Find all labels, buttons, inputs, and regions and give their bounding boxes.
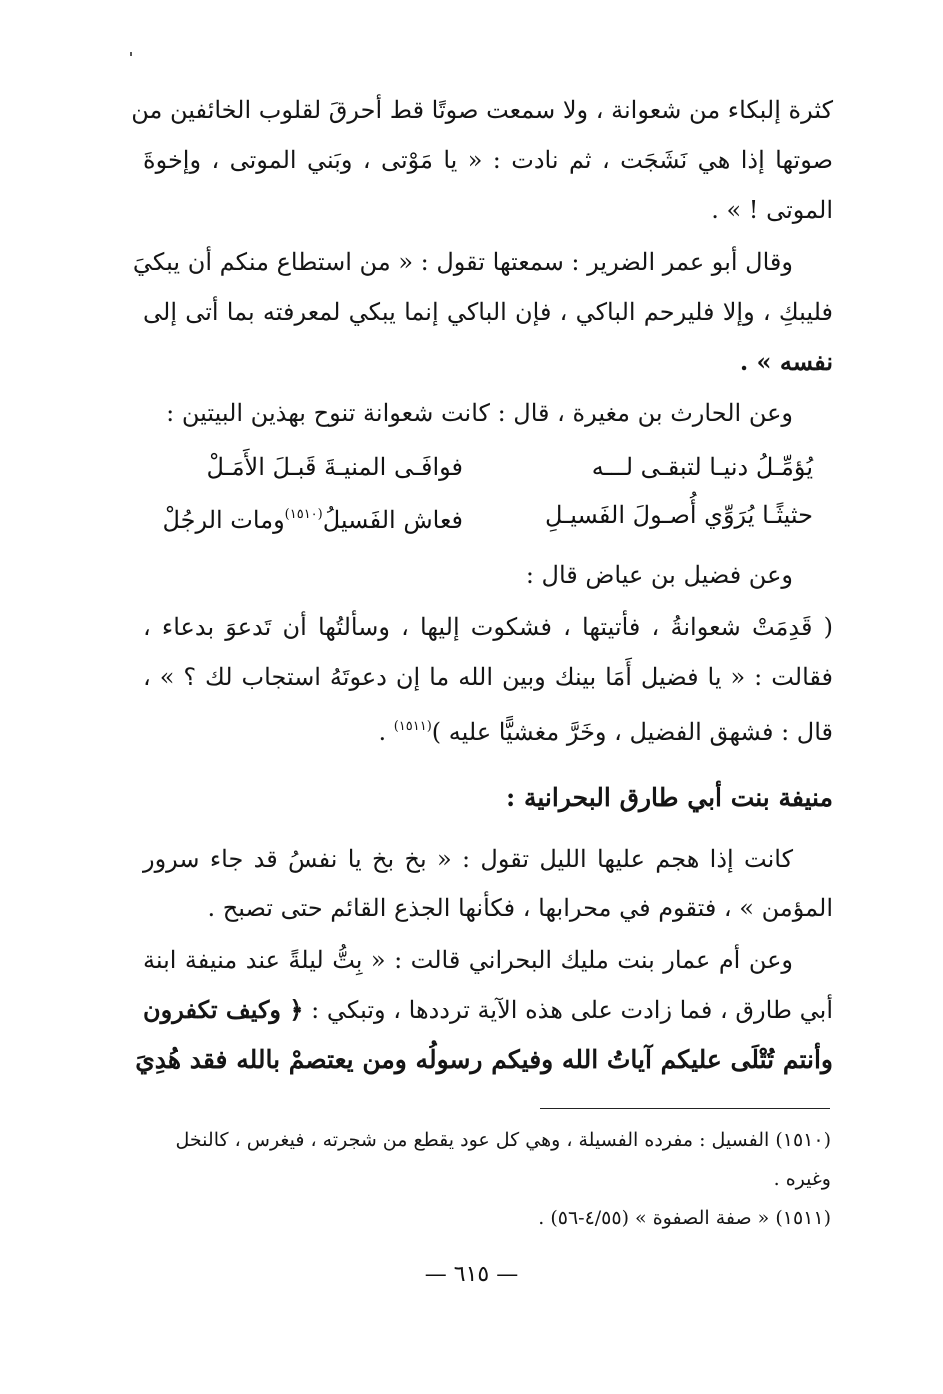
- text-line: وعن أم عمار بنت مليك البحراني قالت : « بِتُّ ليلةً عند منيفة ابنة: [143, 946, 793, 974]
- text-line: وعن الحارث بن مغيرة ، قال : كانت شعوانة تنوح بهذين البيتين :: [166, 399, 793, 427]
- footnote-1511: (١٥١١) « صفة الصفوة » (٤/٥٥-٥٦) .: [538, 1207, 831, 1229]
- quran-verse-start: ﴿ وكيف تكفرون: [143, 995, 304, 1024]
- text-line: وقال أبو عمر الضرير : سمعتها تقول : « من استطاع منكم أن يبكيَ: [132, 248, 793, 276]
- poem-verse-1-second-hemistich: فوافَـى المنيـةَ قَبـلَ الأَمَـلْ: [206, 453, 463, 481]
- text-line: كانت إذا هجم عليها الليل تقول : « بخ بخ يا نفسُ قد جاء سرور: [143, 845, 793, 873]
- poem-verse-2-part-b: ومات الرجُلْ: [162, 506, 285, 534]
- footnote-ref-1510: (١٥١٠): [284, 507, 323, 522]
- footnote-ref-1511: (١٥١١): [393, 719, 432, 734]
- footnote-1510: (١٥١٠) الفسيل : مفرده الفسيلة ، وهي كل عود يقطع من شجرته ، فيغرس ، كالنخل: [175, 1129, 831, 1151]
- text-line: كثرة إلبكاء من شعوانة ، ولا سمعت صوتًا قط أحرقَ لقلوب الخائفين من: [131, 96, 833, 124]
- page-number: — ٦١٥ —: [424, 1262, 519, 1287]
- section-heading: منيفة بنت أبي طارق البحرانية :: [506, 783, 833, 812]
- poem-verse-2-part-a: فعاش الفَسيلُ: [322, 506, 463, 534]
- poem-verse-1-first-hemistich: يُؤمِّـلُ دنيـا لتبقـى لـــه: [591, 453, 813, 481]
- text-line: الموتى ! » .: [711, 196, 833, 224]
- text-segment: .: [378, 718, 394, 746]
- text-line: نفسه » .: [739, 347, 833, 376]
- footnote-1510-continuation: وغيره .: [773, 1168, 831, 1190]
- text-line: المؤمن » ، فتقوم في محرابها ، فكأنها الجذع القائم حتى تصبح .: [207, 894, 833, 922]
- quran-verse-line: وأنتم تُتْلَى عليكم آياتُ الله وفيكم رسولُه ومن يعتصمْ بالله فقد هُدِيَ: [135, 1045, 833, 1074]
- text-line: صوتها إذا هي نَشَجَت ، ثم نادت : « يا مَوْتى ، وبَني الموتى ، وإخوةَ: [143, 146, 833, 174]
- text-line: [378, 712, 833, 747]
- poem-verse-2-second-hemistich: [162, 500, 463, 535]
- poem-verse-2-first-hemistich: حثيثًـا يُرَوِّي أُصـولَ الفَسيـلِ: [545, 501, 813, 529]
- footnote-separator: [540, 1108, 830, 1109]
- text-line: فليبكِ ، وإلا فليرحم الباكي ، فإن الباكي إنما يبكي لمعرفته بما أتى إلى: [143, 298, 833, 326]
- text-line: ( قَدِمَتْ شعوانةُ ، فأتيتها ، فشكوت إليها ، وسألتُها أن تَدعوَ بدعاء ،: [143, 613, 833, 641]
- text-segment: قال : فشهق الفضيل ، وخَرَّ مغشيًّا عليه ): [431, 718, 833, 746]
- scan-speck: [130, 52, 132, 56]
- text-line: وعن فضيل بن عياض قال :: [525, 561, 793, 589]
- text-line: فقالت : « يا فضيل أَمَا بينك وبين الله ما إن دعوتَهُ استجاب لك ؟ » ،: [143, 663, 833, 691]
- text-segment: أبي طارق ، فما زادت على هذه الآية ترددها ، وتبكي :: [311, 996, 834, 1024]
- text-line: [143, 995, 833, 1025]
